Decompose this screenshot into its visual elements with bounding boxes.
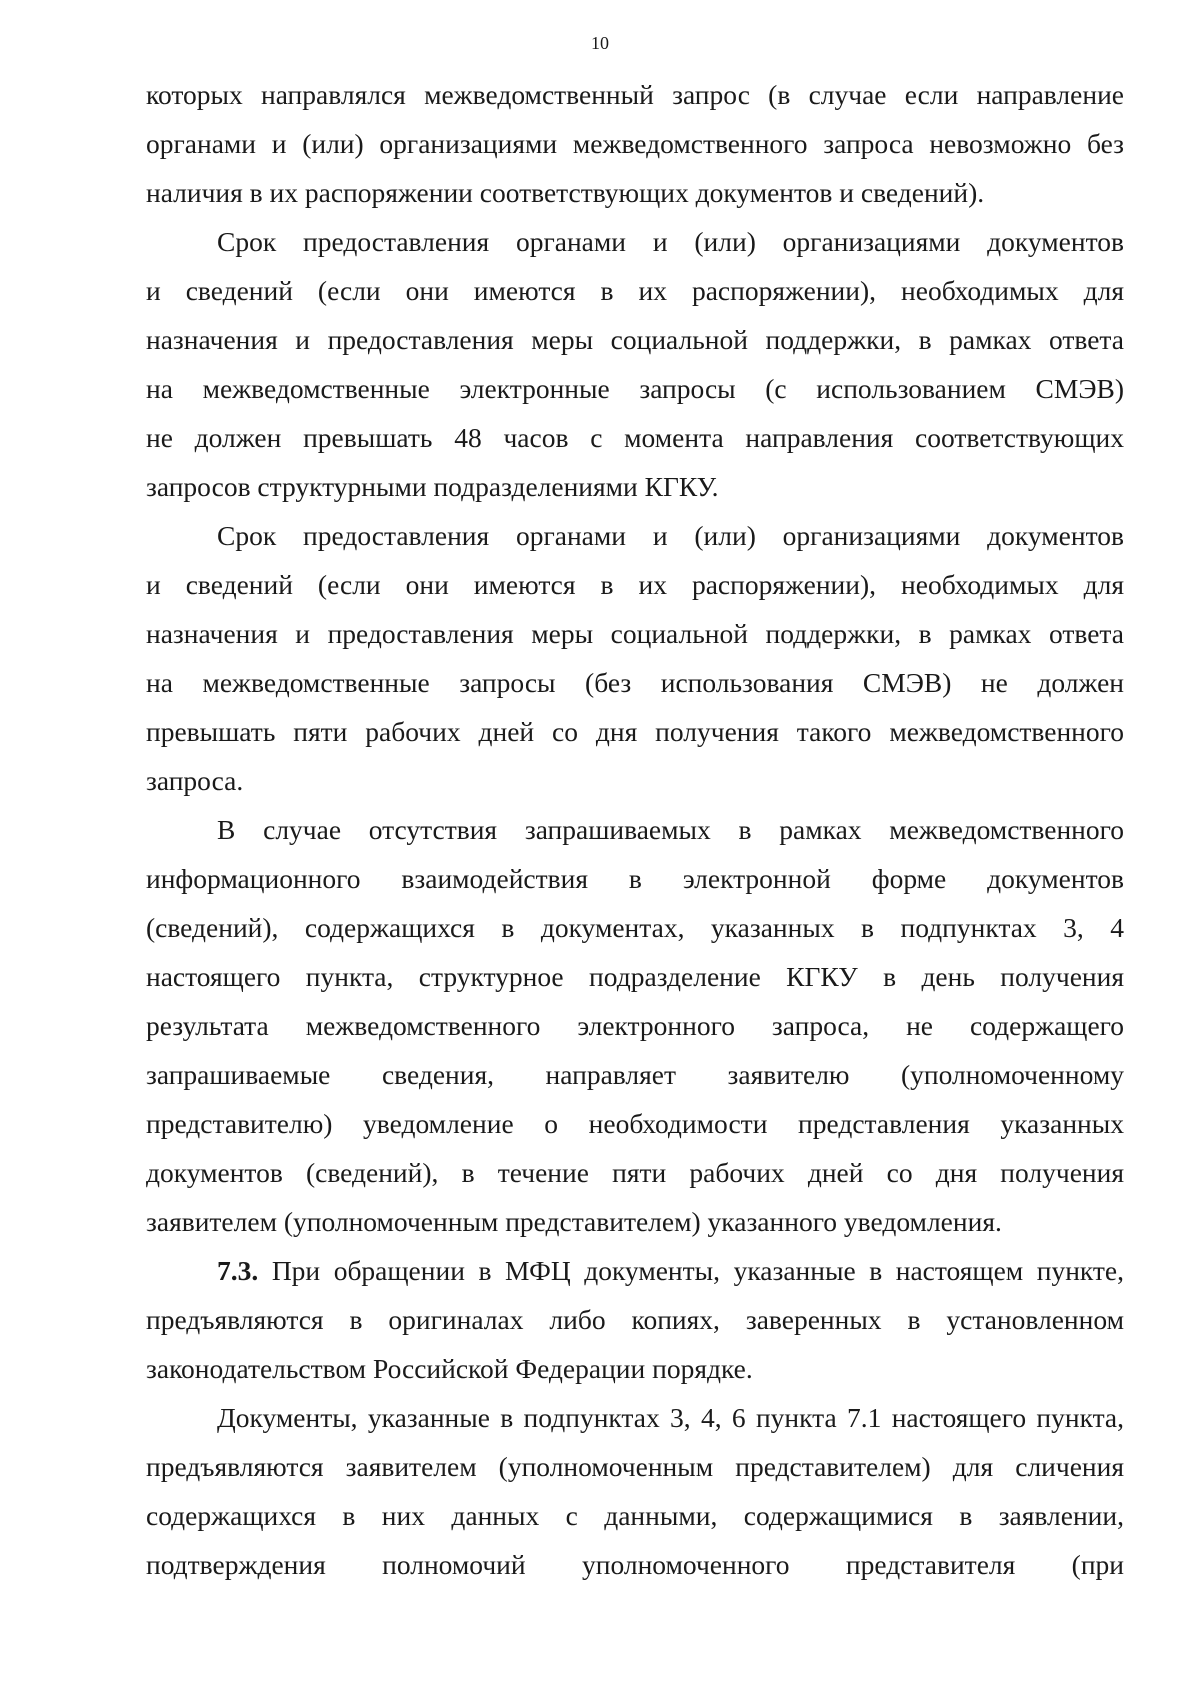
text-line: Срок предоставления органами и (или) организациями документов bbox=[217, 520, 1124, 551]
page-number: 10 bbox=[591, 33, 609, 53]
text-line: запрашиваемые сведения, направляет заявителю (уполномоченному bbox=[146, 1059, 1124, 1090]
clause-text: При обращении в МФЦ документы, указанные в настоящем пункте, bbox=[271, 1255, 1125, 1286]
text-line: и сведений (если они имеются в их распоряжении), необходимых для bbox=[146, 275, 1124, 306]
text-line: Срок предоставления органами и (или) организациями документов bbox=[217, 226, 1124, 257]
text-line: на межведомственные электронные запросы (с использованием СМЭВ) bbox=[146, 373, 1124, 404]
text-line: запроса. bbox=[146, 765, 244, 796]
text-line bbox=[146, 1246, 1124, 1295]
text-line: В случае отсутствия запрашиваемых в рамках межведомственного bbox=[217, 814, 1124, 845]
text-line: предъявляются в оригиналах либо копиях, заверенных в установленном bbox=[146, 1304, 1124, 1335]
text-line: назначения и предоставления меры социальной поддержки, в рамках ответа bbox=[146, 324, 1124, 355]
text-line: превышать пяти рабочих дней со дня получения такого межведомственного bbox=[146, 716, 1124, 747]
paragraph-missing-documents bbox=[146, 805, 1124, 1246]
text-line: не должен превышать 48 часов с момента направления соответствующих bbox=[146, 422, 1124, 453]
text-line: настоящего пункта, структурное подразделение КГКУ в день получения bbox=[146, 961, 1124, 992]
text-line: на межведомственные запросы (без использования СМЭВ) не должен bbox=[146, 667, 1124, 698]
text-line: заявителем (уполномоченным представителем) указанного уведомления. bbox=[146, 1206, 1002, 1237]
text-line: (сведений), содержащихся в документах, указанных в подпунктах 3, 4 bbox=[146, 912, 1124, 943]
text-line: подтверждения полномочий уполномоченного представителя (при bbox=[146, 1549, 1124, 1580]
clause-number: 7.3. bbox=[217, 1255, 259, 1286]
text-line: и сведений (если они имеются в их распоряжении), необходимых для bbox=[146, 569, 1124, 600]
text-line: Документы, указанные в подпунктах 3, 4, 6 пункта 7.1 настоящего пункта, bbox=[217, 1402, 1124, 1433]
text-line: органами и (или) организациями межведомственного запроса невозможно без bbox=[146, 128, 1124, 159]
text-line: содержащихся в них данных с данными, содержащимися в заявлении, bbox=[146, 1500, 1124, 1531]
document-body bbox=[146, 70, 1124, 1589]
text-line: результата межведомственного электронного запроса, не содержащего bbox=[146, 1010, 1124, 1041]
paragraph-requests-continuation bbox=[146, 70, 1124, 217]
paragraph-smev-deadline bbox=[146, 217, 1124, 511]
paragraph-documents-presented bbox=[146, 1393, 1124, 1589]
text-line: законодательством Российской Федерации порядке. bbox=[146, 1353, 753, 1384]
paragraph-clause-7-3 bbox=[146, 1246, 1124, 1393]
text-line: наличия в их распоряжении соответствующих документов и сведений). bbox=[146, 177, 985, 208]
text-line: информационного взаимодействия в электронной форме документов bbox=[146, 863, 1124, 894]
text-line: предъявляются заявителем (уполномоченным представителем) для сличения bbox=[146, 1451, 1124, 1482]
text-line: представителю) уведомление о необходимости представления указанных bbox=[146, 1108, 1124, 1139]
paragraph-non-smev-deadline bbox=[146, 511, 1124, 805]
text-line: документов (сведений), в течение пяти рабочих дней со дня получения bbox=[146, 1157, 1124, 1188]
text-line: запросов структурными подразделениями КГКУ. bbox=[146, 471, 719, 502]
text-line: назначения и предоставления меры социальной поддержки, в рамках ответа bbox=[146, 618, 1124, 649]
text-line: которых направлялся межведомственный запрос (в случае если направление bbox=[146, 79, 1124, 110]
